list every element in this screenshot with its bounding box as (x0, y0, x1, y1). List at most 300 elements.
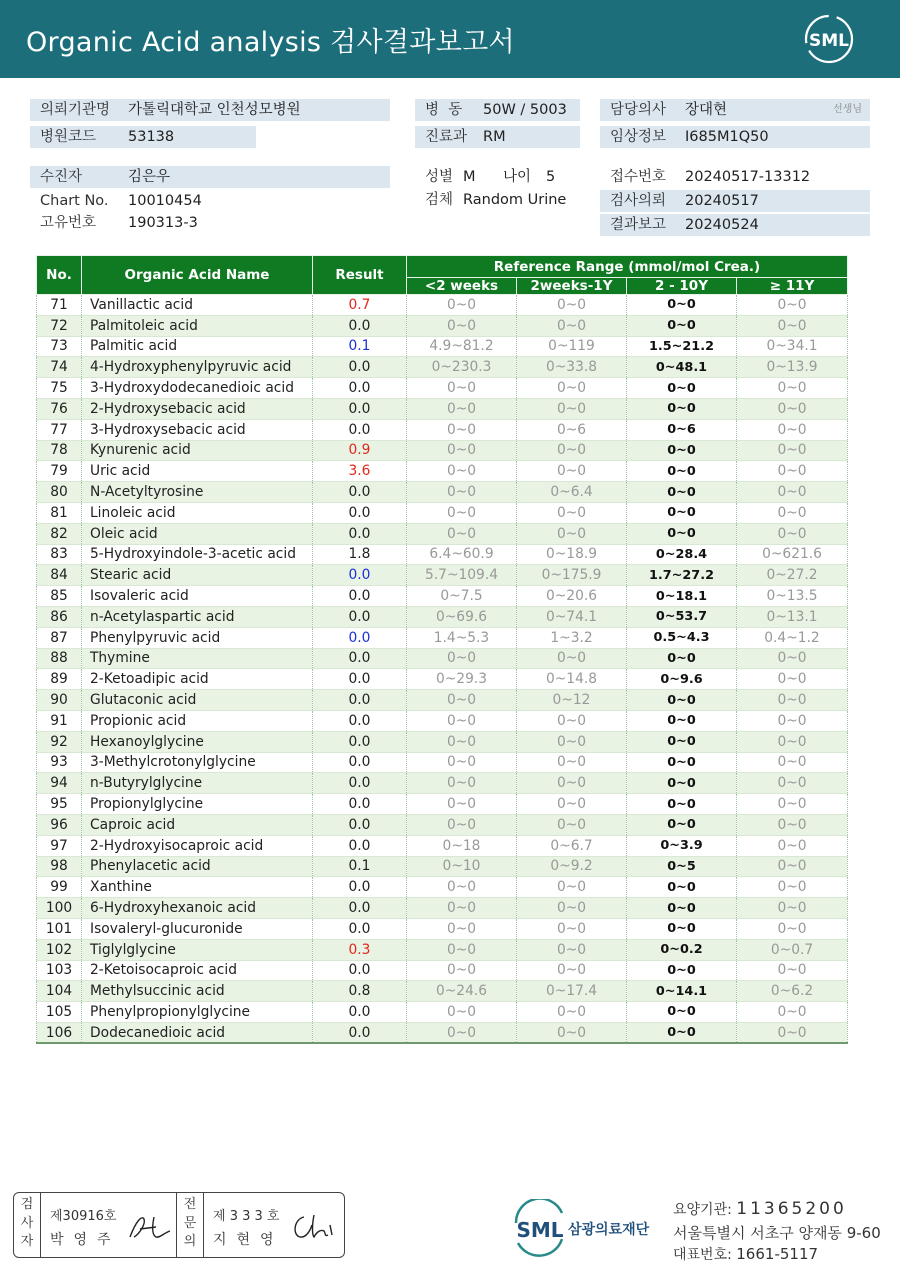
row-range-2weeks-1y: 0~0 (517, 523, 627, 544)
sex-age-row (415, 166, 590, 188)
row-acid-name: 3-Methylcrotonylglycine (82, 752, 313, 773)
header-range-11y-plus: ≥ 11Y (737, 278, 848, 295)
row-result: 0.0 (313, 794, 407, 815)
table-row (37, 856, 848, 877)
row-range-under-2-weeks: 0~0 (407, 939, 517, 960)
row-range-2weeks-1y: 0~14.8 (517, 669, 627, 690)
row-result: 0.1 (313, 336, 407, 357)
row-range-2-10y: 0~0 (627, 523, 737, 544)
sex-label: 성별 (425, 169, 454, 185)
row-result: 0.0 (313, 419, 407, 440)
row-result: 0.0 (313, 648, 407, 669)
table-row (37, 440, 848, 461)
row-range-2-10y: 0~6 (627, 419, 737, 440)
row-acid-name: Isovaleryl-glucuronide (82, 918, 313, 939)
doctor-suffix: 선생님 (833, 104, 862, 115)
header-range-under-2-weeks: <2 weeks (407, 278, 517, 295)
row-range-2-10y: 0~0 (627, 752, 737, 773)
row-range-2-10y: 0~0 (627, 918, 737, 939)
row-result: 0.1 (313, 856, 407, 877)
row-acid-name: Phenylpyruvic acid (82, 627, 313, 648)
row-range-under-2-weeks: 0~0 (407, 898, 517, 919)
row-range-2weeks-1y: 0~119 (517, 336, 627, 357)
row-no: 90 (37, 690, 82, 711)
row-result: 0.9 (313, 440, 407, 461)
clinical-value: I685M1Q50 (685, 129, 769, 145)
row-range-2-10y: 0~0 (627, 794, 737, 815)
row-range-11y-plus: 0~0 (737, 669, 848, 690)
row-acid-name: Kynurenic acid (82, 440, 313, 461)
row-acid-name: 3-Hydroxydodecanedioic acid (82, 378, 313, 399)
row-range-11y-plus: 0~0 (737, 898, 848, 919)
header-name: Organic Acid Name (82, 256, 313, 295)
department-row (415, 126, 580, 148)
row-range-2-10y: 0~0 (627, 440, 737, 461)
row-range-2weeks-1y: 1~3.2 (517, 627, 627, 648)
row-range-2weeks-1y: 0~0 (517, 752, 627, 773)
row-range-2weeks-1y: 0~12 (517, 690, 627, 711)
row-acid-name: Propionylglycine (82, 794, 313, 815)
row-range-under-2-weeks: 0~0 (407, 877, 517, 898)
row-result: 0.0 (313, 877, 407, 898)
row-range-2-10y: 0~0 (627, 482, 737, 503)
row-no: 87 (37, 627, 82, 648)
specialist-signature-icon (288, 1211, 338, 1243)
clinical-row (600, 126, 870, 148)
hospital-code-value: 53138 (128, 129, 175, 145)
row-range-2weeks-1y: 0~175.9 (517, 565, 627, 586)
table-row (37, 565, 848, 586)
footer-phone: 대표번호: 1661-5117 (673, 1245, 819, 1263)
row-result: 0.7 (313, 295, 407, 316)
row-range-11y-plus: 0~0 (737, 731, 848, 752)
row-acid-name: Vanillactic acid (82, 295, 313, 316)
row-acid-name: N-Acetyltyrosine (82, 482, 313, 503)
row-acid-name: Tiglylglycine (82, 939, 313, 960)
table-row (37, 898, 848, 919)
row-range-11y-plus: 0~621.6 (737, 544, 848, 565)
row-range-2-10y: 0~0 (627, 710, 737, 731)
table-row (37, 918, 848, 939)
report-date-value: 20240524 (685, 217, 759, 233)
row-result: 0.0 (313, 710, 407, 731)
row-acid-name: Caproic acid (82, 814, 313, 835)
row-range-under-2-weeks: 0~0 (407, 482, 517, 503)
row-no: 80 (37, 482, 82, 503)
age-label: 나이 (503, 169, 532, 185)
row-result: 0.0 (313, 565, 407, 586)
table-row (37, 752, 848, 773)
row-range-2-10y: 0~0.2 (627, 939, 737, 960)
row-range-under-2-weeks: 0~0 (407, 918, 517, 939)
report-header (0, 0, 900, 78)
row-result: 0.0 (313, 960, 407, 981)
row-acid-name: Xanthine (82, 877, 313, 898)
table-row (37, 398, 848, 419)
row-range-2-10y: 0~48.1 (627, 357, 737, 378)
row-no: 103 (37, 960, 82, 981)
row-range-11y-plus: 0~0 (737, 814, 848, 835)
age-value: 5 (546, 169, 556, 185)
row-range-11y-plus: 0~27.2 (737, 565, 848, 586)
row-no: 96 (37, 814, 82, 835)
row-result: 0.0 (313, 502, 407, 523)
row-range-under-2-weeks: 4.9~81.2 (407, 336, 517, 357)
header-result: Result (313, 256, 407, 295)
row-range-2weeks-1y: 0~20.6 (517, 586, 627, 607)
row-range-2weeks-1y: 0~0 (517, 1002, 627, 1023)
inspector-signature-icon (126, 1211, 174, 1243)
footer-logo-text: SML (516, 1218, 564, 1242)
row-acid-name: Palmitoleic acid (82, 315, 313, 336)
row-result: 0.0 (313, 814, 407, 835)
table-row (37, 315, 848, 336)
row-range-2weeks-1y: 0~0 (517, 378, 627, 399)
row-acid-name: Isovaleric acid (82, 586, 313, 607)
row-acid-name: Propionic acid (82, 710, 313, 731)
row-acid-name: Stearic acid (82, 565, 313, 586)
request-date-label: 검사의뢰 (610, 193, 667, 209)
row-no: 76 (37, 398, 82, 419)
header-range-2-10y: 2 - 10Y (627, 278, 737, 295)
row-range-2weeks-1y: 0~0 (517, 877, 627, 898)
table-row (37, 627, 848, 648)
row-range-11y-plus: 0~13.9 (737, 357, 848, 378)
row-no: 77 (37, 419, 82, 440)
row-result: 0.0 (313, 398, 407, 419)
row-range-2weeks-1y: 0~0 (517, 731, 627, 752)
row-range-2weeks-1y: 0~0 (517, 939, 627, 960)
row-range-2-10y: 1.7~27.2 (627, 565, 737, 586)
doctor-value: 장대현 (685, 102, 728, 118)
table-row (37, 814, 848, 835)
row-no: 72 (37, 315, 82, 336)
row-range-11y-plus: 0~0 (737, 690, 848, 711)
row-range-2-10y: 0~0 (627, 814, 737, 835)
row-range-2-10y: 0~0 (627, 898, 737, 919)
row-range-2weeks-1y: 0~0 (517, 898, 627, 919)
row-no: 94 (37, 773, 82, 794)
row-range-2weeks-1y: 0~0 (517, 648, 627, 669)
row-range-11y-plus: 0~0 (737, 419, 848, 440)
row-range-under-2-weeks: 0~0 (407, 502, 517, 523)
row-range-under-2-weeks: 0~0 (407, 440, 517, 461)
sml-logo-icon (802, 12, 856, 66)
hospital-code-label: 병원코드 (40, 129, 97, 145)
row-range-2weeks-1y: 0~6 (517, 419, 627, 440)
patient-label: 수진자 (40, 169, 83, 185)
patient-row (30, 166, 390, 188)
row-range-11y-plus: 0~0 (737, 440, 848, 461)
row-result: 0.0 (313, 1022, 407, 1043)
row-range-2weeks-1y: 0~6.7 (517, 835, 627, 856)
table-row (37, 939, 848, 960)
row-range-2-10y: 0~0 (627, 1002, 737, 1023)
results-table (36, 255, 848, 1044)
row-result: 0.0 (313, 586, 407, 607)
row-result: 0.8 (313, 981, 407, 1002)
row-no: 98 (37, 856, 82, 877)
row-acid-name: 2-Hydroxyisocaproic acid (82, 835, 313, 856)
row-no: 106 (37, 1022, 82, 1043)
row-result: 0.0 (313, 898, 407, 919)
row-range-2weeks-1y: 0~0 (517, 1022, 627, 1043)
row-acid-name: Uric acid (82, 461, 313, 482)
specialist-name: 지현영 (213, 1232, 284, 1248)
table-row (37, 794, 848, 815)
row-range-2-10y: 0~28.4 (627, 544, 737, 565)
row-range-2-10y: 1.5~21.2 (627, 336, 737, 357)
department-label: 진료과 (425, 129, 468, 145)
row-acid-name: 6-Hydroxyhexanoic acid (82, 898, 313, 919)
receipt-value: 20240517-13312 (685, 169, 811, 185)
row-acid-name: n-Butyrylglycine (82, 773, 313, 794)
inspector-name: 박영주 (50, 1232, 121, 1248)
row-result: 0.0 (313, 669, 407, 690)
row-no: 75 (37, 378, 82, 399)
row-result: 0.0 (313, 731, 407, 752)
row-range-2-10y: 0.5~4.3 (627, 627, 737, 648)
row-range-under-2-weeks: 0~29.3 (407, 669, 517, 690)
row-range-11y-plus: 0~0 (737, 295, 848, 316)
request-date-row (600, 190, 870, 212)
row-range-11y-plus: 0~0 (737, 794, 848, 815)
row-range-11y-plus: 0~0 (737, 648, 848, 669)
hospital-code-row (30, 126, 256, 148)
row-no: 86 (37, 606, 82, 627)
row-no: 74 (37, 357, 82, 378)
row-result: 0.0 (313, 835, 407, 856)
row-no: 105 (37, 1002, 82, 1023)
sex-value: M (463, 169, 476, 185)
row-range-under-2-weeks: 0~24.6 (407, 981, 517, 1002)
row-acid-name: Methylsuccinic acid (82, 981, 313, 1002)
specimen-label: 검체 (425, 192, 454, 208)
row-range-2weeks-1y: 0~17.4 (517, 981, 627, 1002)
row-range-under-2-weeks: 0~0 (407, 710, 517, 731)
table-row (37, 419, 848, 440)
table-row (37, 378, 848, 399)
row-range-2weeks-1y: 0~0 (517, 440, 627, 461)
row-range-2-10y: 0~3.9 (627, 835, 737, 856)
table-row (37, 482, 848, 503)
row-no: 81 (37, 502, 82, 523)
row-range-11y-plus: 0~0 (737, 1022, 848, 1043)
row-result: 0.0 (313, 773, 407, 794)
row-result: 0.0 (313, 752, 407, 773)
table-row (37, 502, 848, 523)
specimen-row (415, 189, 590, 211)
row-range-2weeks-1y: 0~0 (517, 315, 627, 336)
row-range-11y-plus: 0~0 (737, 315, 848, 336)
row-range-2-10y: 0~0 (627, 295, 737, 316)
table-row (37, 606, 848, 627)
institution-label: 의뢰기관명 (40, 102, 111, 118)
row-no: 95 (37, 794, 82, 815)
row-range-2-10y: 0~0 (627, 315, 737, 336)
row-range-under-2-weeks: 0~0 (407, 814, 517, 835)
row-range-2weeks-1y: 0~0 (517, 918, 627, 939)
row-range-11y-plus: 0~0 (737, 461, 848, 482)
row-result: 0.0 (313, 523, 407, 544)
row-acid-name: Oleic acid (82, 523, 313, 544)
department-value: RM (483, 129, 506, 145)
row-acid-name: 3-Hydroxysebacic acid (82, 419, 313, 440)
row-range-2-10y: 0~14.1 (627, 981, 737, 1002)
row-acid-name: 5-Hydroxyindole-3-acetic acid (82, 544, 313, 565)
row-range-11y-plus: 0~0 (737, 710, 848, 731)
row-range-11y-plus: 0~0 (737, 773, 848, 794)
row-range-under-2-weeks: 0~230.3 (407, 357, 517, 378)
row-range-11y-plus: 0~0 (737, 752, 848, 773)
table-row (37, 960, 848, 981)
row-range-2-10y: 0~0 (627, 648, 737, 669)
table-row (37, 669, 848, 690)
footer-address: 서울특별시 서초구 양재동 9-60 (673, 1224, 881, 1242)
row-no: 79 (37, 461, 82, 482)
doctor-row (600, 99, 870, 121)
header-range-2weeks-1y: 2weeks-1Y (517, 278, 627, 295)
row-no: 89 (37, 669, 82, 690)
table-row (37, 295, 848, 316)
row-range-11y-plus: 0~0 (737, 398, 848, 419)
row-result: 0.0 (313, 315, 407, 336)
footer-org-name: 삼광의료재단 (568, 1222, 650, 1238)
chart-no-row (30, 190, 390, 212)
row-range-under-2-weeks: 0~0 (407, 731, 517, 752)
row-range-2-10y: 0~0 (627, 502, 737, 523)
row-range-11y-plus: 0~0 (737, 835, 848, 856)
row-range-2weeks-1y: 0~0 (517, 398, 627, 419)
row-range-11y-plus: 0~0 (737, 1002, 848, 1023)
row-result: 0.0 (313, 378, 407, 399)
row-range-under-2-weeks: 5.7~109.4 (407, 565, 517, 586)
row-range-2weeks-1y: 0~74.1 (517, 606, 627, 627)
row-range-2-10y: 0~0 (627, 1022, 737, 1043)
row-no: 99 (37, 877, 82, 898)
row-range-2-10y: 0~0 (627, 461, 737, 482)
header-no: No. (37, 256, 82, 295)
row-range-2-10y: 0~0 (627, 960, 737, 981)
row-range-under-2-weeks: 0~69.6 (407, 606, 517, 627)
row-result: 1.8 (313, 544, 407, 565)
row-range-2weeks-1y: 0~0 (517, 295, 627, 316)
row-range-2-10y: 0~9.6 (627, 669, 737, 690)
row-acid-name: Hexanoylglycine (82, 731, 313, 752)
row-acid-name: 2-Ketoisocaproic acid (82, 960, 313, 981)
row-acid-name: 2-Ketoadipic acid (82, 669, 313, 690)
row-range-2weeks-1y: 0~0 (517, 461, 627, 482)
row-acid-name: Dodecanedioic acid (82, 1022, 313, 1043)
row-range-11y-plus: 0~0 (737, 877, 848, 898)
row-range-under-2-weeks: 0~0 (407, 1022, 517, 1043)
table-row (37, 1002, 848, 1023)
row-range-under-2-weeks: 0~10 (407, 856, 517, 877)
ward-value: 50W / 5003 (483, 102, 567, 118)
institution-row (30, 99, 390, 121)
row-range-under-2-weeks: 0~0 (407, 773, 517, 794)
receipt-label: 접수번호 (610, 169, 667, 185)
row-range-11y-plus: 0~0 (737, 856, 848, 877)
request-date-value: 20240517 (685, 193, 759, 209)
row-range-2-10y: 0~0 (627, 731, 737, 752)
chart-no-label: Chart No. (40, 193, 109, 209)
row-range-2weeks-1y: 0~0 (517, 502, 627, 523)
row-range-under-2-weeks: 0~18 (407, 835, 517, 856)
unique-no-label: 고유번호 (40, 215, 97, 231)
table-row (37, 1022, 848, 1043)
row-range-under-2-weeks: 1.4~5.3 (407, 627, 517, 648)
row-acid-name: Linoleic acid (82, 502, 313, 523)
ward-label: 병 동 (425, 102, 463, 118)
row-range-11y-plus: 0~0 (737, 918, 848, 939)
sml-logo-text: SML (809, 31, 849, 51)
unique-no-value: 190313-3 (128, 215, 198, 231)
row-no: 101 (37, 918, 82, 939)
row-no: 91 (37, 710, 82, 731)
row-range-under-2-weeks: 0~0 (407, 794, 517, 815)
ward-row (415, 99, 580, 121)
row-result: 0.0 (313, 482, 407, 503)
row-acid-name: 2-Hydroxysebacic acid (82, 398, 313, 419)
table-row (37, 690, 848, 711)
row-acid-name: Phenylacetic acid (82, 856, 313, 877)
table-row (37, 710, 848, 731)
row-range-under-2-weeks: 0~0 (407, 378, 517, 399)
row-range-11y-plus: 0~0 (737, 378, 848, 399)
row-range-11y-plus: 0~13.5 (737, 586, 848, 607)
row-range-2-10y: 0~5 (627, 856, 737, 877)
row-range-2weeks-1y: 0~0 (517, 773, 627, 794)
row-range-2weeks-1y: 0~0 (517, 960, 627, 981)
row-range-under-2-weeks: 0~0 (407, 419, 517, 440)
row-result: 0.3 (313, 939, 407, 960)
row-result: 0.0 (313, 1002, 407, 1023)
table-row (37, 648, 848, 669)
clinical-label: 임상정보 (610, 129, 667, 145)
row-no: 78 (37, 440, 82, 461)
table-row (37, 731, 848, 752)
row-range-11y-plus: 0~13.1 (737, 606, 848, 627)
row-range-11y-plus: 0~0 (737, 502, 848, 523)
unique-no-row (30, 212, 390, 234)
row-range-2-10y: 0~53.7 (627, 606, 737, 627)
row-no: 102 (37, 939, 82, 960)
specialist-license: 제 3 3 3 호 (213, 1209, 280, 1224)
signature-box (13, 1192, 345, 1258)
row-acid-name: Glutaconic acid (82, 690, 313, 711)
row-result: 0.0 (313, 627, 407, 648)
row-result: 0.0 (313, 690, 407, 711)
row-range-under-2-weeks: 0~0 (407, 523, 517, 544)
table-row (37, 981, 848, 1002)
row-no: 85 (37, 586, 82, 607)
row-range-under-2-weeks: 0~0 (407, 1002, 517, 1023)
table-row (37, 877, 848, 898)
row-no: 97 (37, 835, 82, 856)
row-range-2-10y: 0~0 (627, 773, 737, 794)
row-range-11y-plus: 0~0 (737, 960, 848, 981)
row-range-under-2-weeks: 0~0 (407, 648, 517, 669)
table-row (37, 544, 848, 565)
row-range-2-10y: 0~18.1 (627, 586, 737, 607)
patient-value: 김은우 (128, 169, 171, 185)
row-acid-name: n-Acetylaspartic acid (82, 606, 313, 627)
institution-code: 요양기관: 11365200 (673, 1199, 847, 1219)
footer-sml-logo-icon (510, 1199, 660, 1259)
report-title: Organic Acid analysis 검사결과보고서 (26, 27, 515, 58)
row-range-11y-plus: 0~0 (737, 482, 848, 503)
